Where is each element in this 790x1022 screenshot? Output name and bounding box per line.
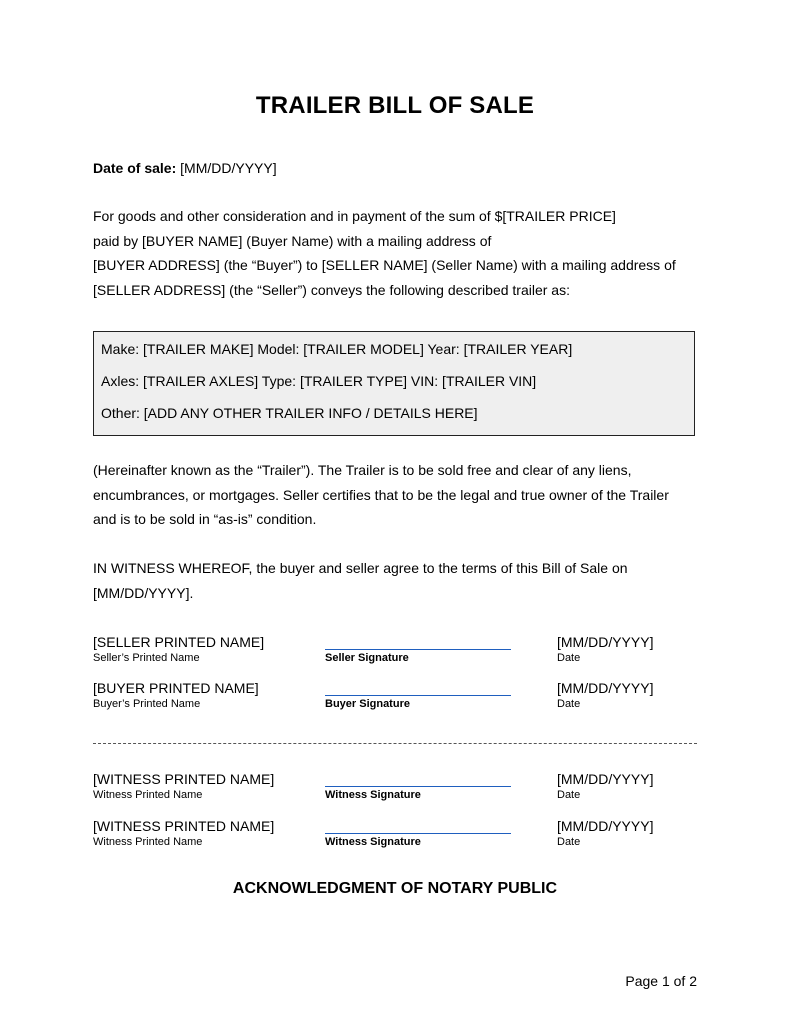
witness-printed-name-caption: Witness Printed Name — [93, 789, 203, 801]
buyer-signature-row — [93, 680, 697, 720]
witness-signature-row — [93, 818, 697, 858]
witness-signature-row — [93, 771, 697, 811]
dashed-divider — [93, 743, 697, 744]
seller-signature-row — [93, 634, 697, 674]
conditions-line: and is to be sold in “as-is” condition. — [93, 511, 317, 527]
witness-line: IN WITNESS WHEREOF, the buyer and seller agree to the terms of this Bill of Sale on — [93, 560, 628, 576]
buyer-signature-line[interactable] — [325, 695, 511, 696]
seller-printed-name: [SELLER PRINTED NAME] — [93, 634, 265, 650]
witness-signature-line[interactable] — [325, 833, 511, 834]
intro-line: paid by [BUYER NAME] (Buyer Name) with a mailing address of — [93, 232, 492, 249]
witness-date: [MM/DD/YYYY] — [557, 771, 654, 787]
buyer-date-caption: Date — [557, 698, 581, 710]
document-title: TRAILER BILL OF SALE — [255, 92, 535, 119]
conditions-line: (Hereinafter known as the “Trailer”). The Trailer is to be sold free and clear of any liens, — [93, 462, 632, 478]
witness-signature-caption: Witness Signature — [325, 789, 421, 801]
date-of-sale — [93, 160, 277, 176]
intro-line: For goods and other consideration and in payment of the sum of $[TRAILER PRICE] — [93, 208, 616, 224]
intro-line: [BUYER ADDRESS] (the “Buyer”) to [SELLER NAME] (Seller Name) with a mailing address of — [93, 257, 676, 273]
seller-date-caption: Date — [557, 652, 581, 664]
date-of-sale-value: [MM/DD/YYYY] — [180, 160, 277, 176]
witness-paragraph — [93, 556, 628, 605]
buyer-signature-caption: Buyer Signature — [325, 698, 410, 710]
witness-printed-name: [WITNESS PRINTED NAME] — [93, 771, 275, 787]
seller-signature-caption: Seller Signature — [325, 652, 409, 664]
buyer-date: [MM/DD/YYYY] — [557, 680, 654, 696]
conditions-line: encumbrances, or mortgages. Seller certifies that to be the legal and true owner of the Trailer — [93, 486, 669, 503]
witness-date-caption: Date — [557, 836, 581, 848]
witness-date: [MM/DD/YYYY] — [557, 818, 654, 834]
buyer-printed-name-caption: Buyer’s Printed Name — [93, 698, 201, 710]
seller-signature-line[interactable] — [325, 649, 511, 650]
seller-printed-name-caption: Seller’s Printed Name — [93, 652, 200, 664]
trailer-make-model-year: Make: [TRAILER MAKE] Model: [TRAILER MODEL] Year: [TRAILER YEAR] — [101, 341, 573, 357]
seller-date: [MM/DD/YYYY] — [557, 634, 654, 650]
notary-heading: ACKNOWLEDGMENT OF NOTARY PUBLIC — [232, 880, 558, 897]
witness-signature-caption: Witness Signature — [325, 836, 421, 848]
witness-printed-name-caption: Witness Printed Name — [93, 836, 203, 848]
witness-date-caption: Date — [557, 789, 581, 801]
intro-line: [SELLER ADDRESS] (the “Seller”) conveys the following described trailer as: — [93, 281, 570, 298]
intro-paragraph — [93, 204, 676, 302]
page-number: Page 1 of 2 — [625, 973, 697, 989]
witness-printed-name: [WITNESS PRINTED NAME] — [93, 818, 275, 834]
trailer-axles-type-vin: Axles: [TRAILER AXLES] Type: [TRAILER TYPE] VIN: [TRAILER VIN] — [101, 373, 537, 389]
date-of-sale-label: Date of sale: — [93, 160, 177, 176]
trailer-info-box — [93, 331, 695, 436]
conditions-paragraph — [93, 458, 669, 532]
buyer-printed-name: [BUYER PRINTED NAME] — [93, 680, 259, 696]
witness-line: [MM/DD/YYYY]. — [93, 584, 194, 601]
witness-signature-line[interactable] — [325, 786, 511, 787]
trailer-other-details: Other: [ADD ANY OTHER TRAILER INFO / DETAILS HERE] — [101, 405, 478, 421]
